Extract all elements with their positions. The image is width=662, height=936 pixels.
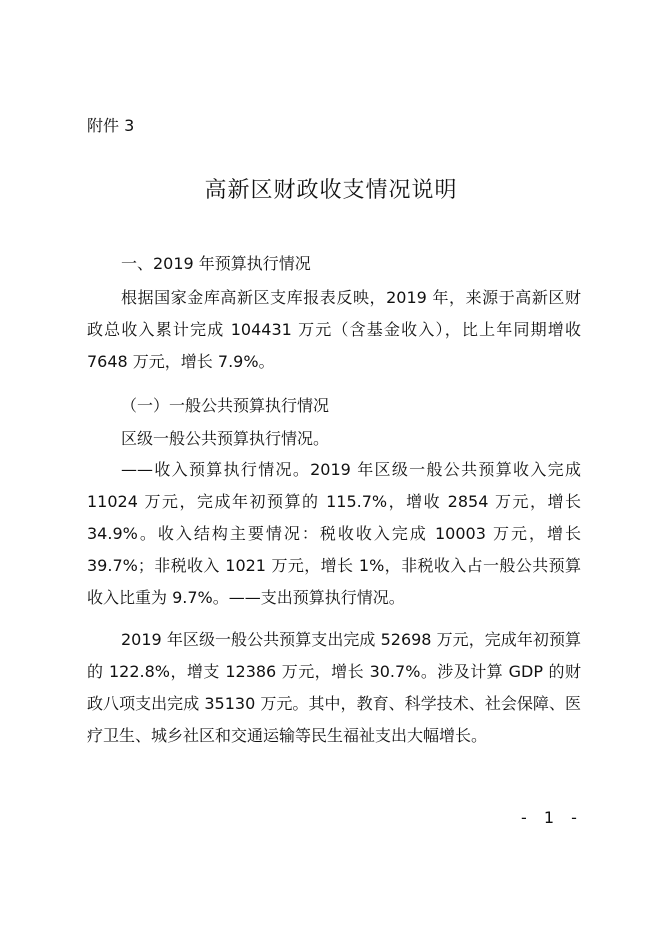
paragraph-district-budget: 区级一般公共预算执行情况。 (121, 429, 330, 448)
paragraph-income-budget: ——收入预算执行情况。2019 年区级一般公共预算收入完成 11024 万元，完成年初预算的 115.7%，增收 2854 万元，增长 34.9%。收入结构主要情况：税收收入完成 10003 万元，增长 39.7%；非税收入 1021 万元，增长 1%，非税收入占一般公共预算收入比重为 9.7%。——支出预算执行情况。 (87, 460, 581, 607)
page-number: - 1 - (521, 808, 583, 827)
document-title: 高新区财政收支情况说明 (204, 178, 458, 203)
paragraph-expenditure-budget: 2019 年区级一般公共预算支出完成 52698 万元，完成年初预算的 122.8%，增支 12386 万元，增长 30.7%。涉及计算 GDP 的财政八项支出完成 35130 万元。其中，教育、科学技术、社会保障、医疗卫生、城乡社区和交通运输等民生福祉支出大幅增长。 (87, 630, 581, 745)
sub-heading: （一）一般公共预算执行情况 (121, 396, 330, 415)
attachment-label: 附件 3 (87, 116, 135, 135)
paragraph-revenue-summary: 根据国家金库高新区支库报表反映，2019 年，来源于高新区财政总收入累计完成 104431 万元（含基金收入），比上年同期增收 7648 万元，增长 7.9%。 (87, 288, 581, 371)
section-heading: 一、2019 年预算执行情况 (121, 254, 311, 273)
